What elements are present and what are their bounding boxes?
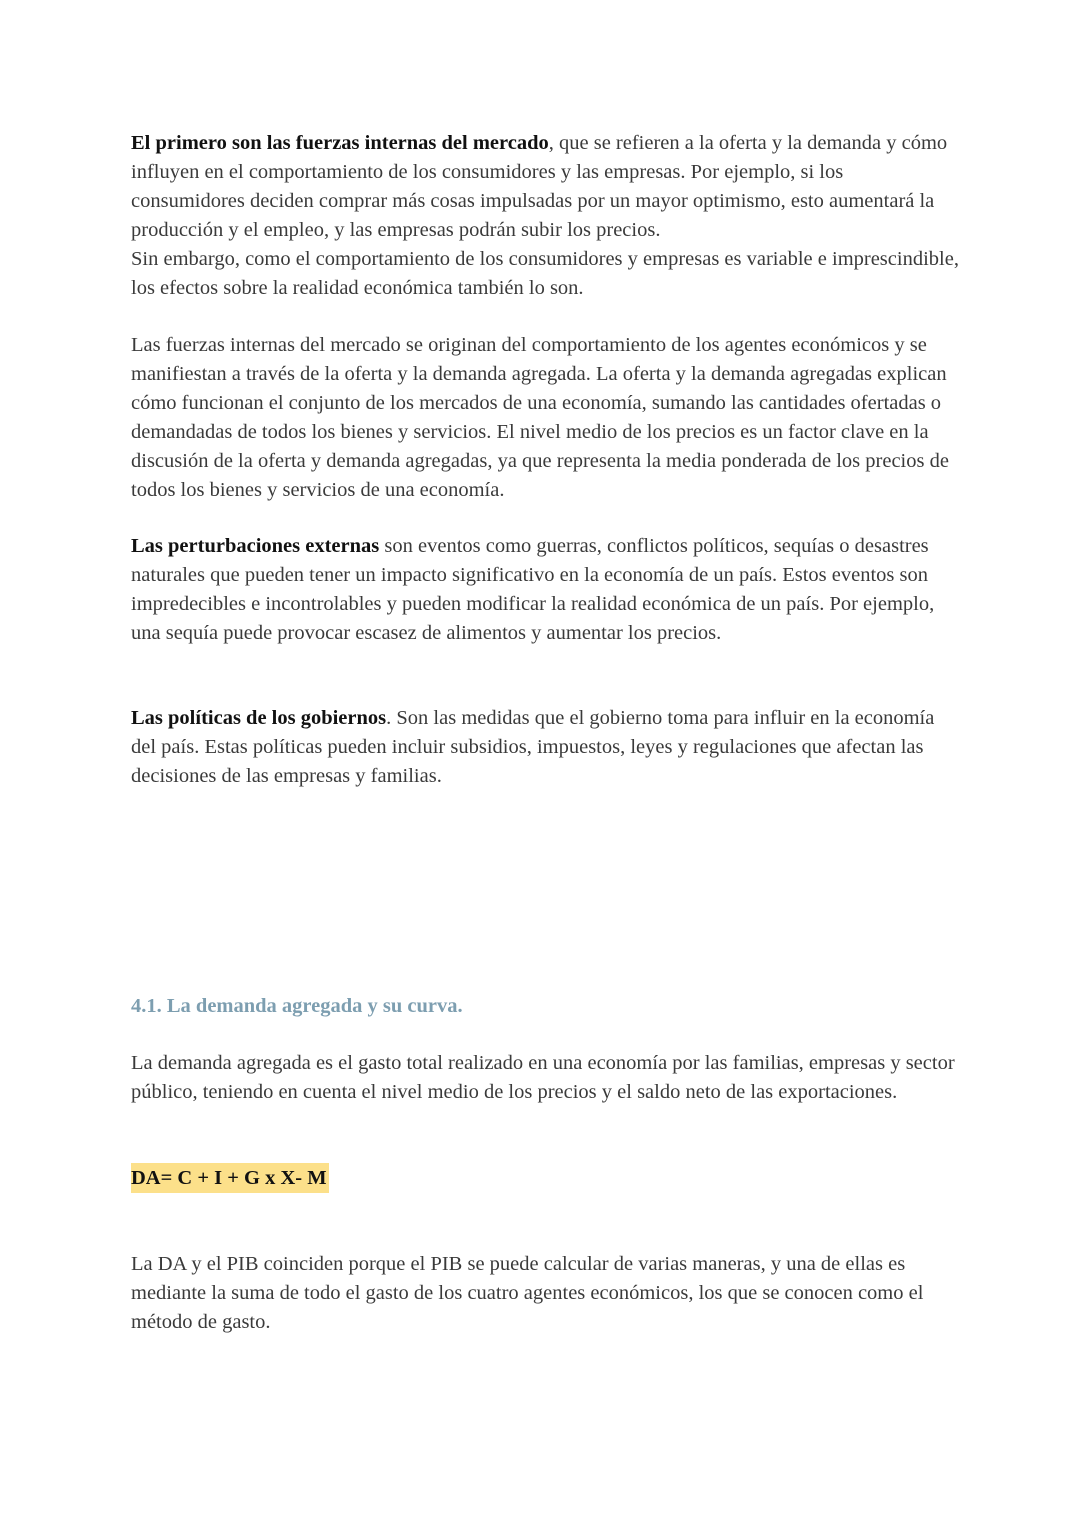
bold-lead-politicas: Las políticas de los gobiernos: [131, 707, 387, 729]
paragraph-fuerzas-origen: Las fuerzas internas del mercado se originan del comportamiento de los agentes económicos y se manifiestan a través de la oferta y la demanda agregada. La oferta y la demanda agregadas explican cómo funcionan el conjunto de los mercados de una economía, sumando las cantidades ofertadas o demandadas de todos los bienes y servicios. El nivel medio de los precios es un factor clave en la discusión de la oferta y demanda agregadas, ya que representa la media ponderada de los precios de todos los bienes y servicios de una economía.: [131, 334, 949, 501]
bold-lead-fuerzas-internas: El primero son las fuerzas internas del mercado: [131, 132, 549, 154]
highlighted-formula: DA= C + I + G x X- M: [131, 1163, 329, 1193]
paragraph-text: Sin embargo, como el comportamiento de los consumidores y empresas es variable e imprescindible, los efectos sobre la realidad económica también lo son.: [131, 248, 959, 299]
bold-lead-perturbaciones: Las perturbaciones externas: [131, 535, 380, 557]
paragraph-text: , que se refieren a la oferta y la demanda y cómo influyen en el comportamiento de los consumidores y las empresas. Por ejemplo, si los consumidores deciden comprar más cosas impulsadas por un mayor optimismo, esto aumentará la producción y el empleo, y las empresas podrán subir los precios.: [131, 132, 948, 241]
paragraph-fuerzas-internas: [131, 129, 961, 303]
paragraph-text: son eventos como guerras, conflictos políticos, sequías o desastres naturales que pueden tener un impacto significativo en la economía de un país. Estos eventos son impredecibles e incontrolables y pueden modificar la realidad económica de un país. Por ejemplo, una sequía puede provocar escasez de alimentos y aumentar los precios.: [131, 535, 935, 644]
paragraph-politicas: [131, 704, 961, 791]
paragraph-perturbaciones: [131, 532, 961, 648]
paragraph-text: . Son las medidas que el gobierno toma para influir en la economía del país. Estas políticas pueden incluir subsidios, impuestos, leyes y regulaciones que afectan las decisiones de las empresas y familias.: [131, 707, 935, 787]
paragraph-da-pib: La DA y el PIB coinciden porque el PIB se puede calcular de varias maneras, y una de ellas es mediante la suma de todo el gasto de los cuatro agentes económicos, los que se conocen como el método de gasto.: [131, 1253, 924, 1333]
paragraph-demanda-agregada: La demanda agregada es el gasto total realizado en una economía por las familias, empresas y sector público, teniendo en cuenta el nivel medio de los precios y el saldo neto de las exportaciones.: [131, 1052, 955, 1103]
section-heading: 4.1. La demanda agregada y su curva.: [131, 995, 463, 1017]
